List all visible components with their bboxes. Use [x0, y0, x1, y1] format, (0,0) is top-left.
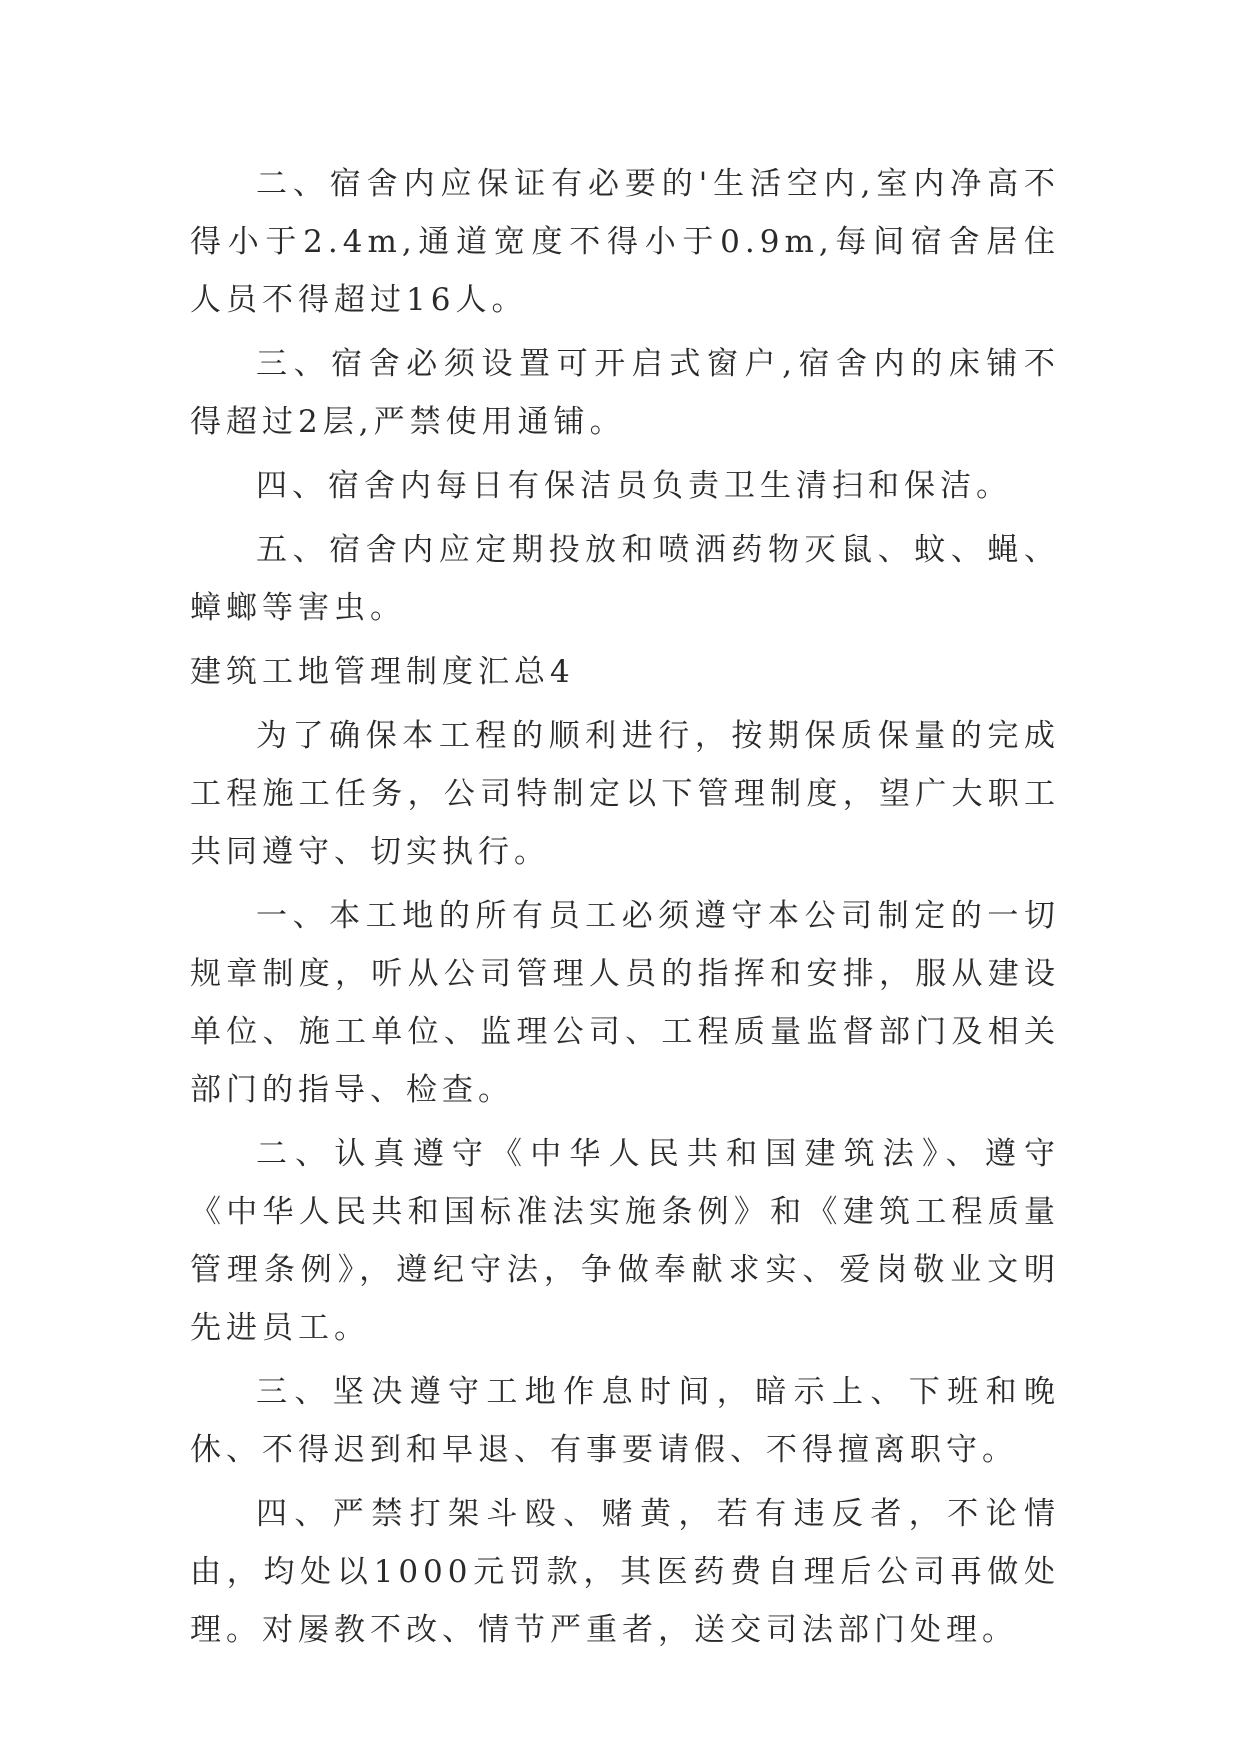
paragraph-site-rule-1: 一、本工地的所有员工必须遵守本公司制定的一切规章制度，听从公司管理人员的指挥和安排，服从建设单位、施工单位、监理公司、工程质量监督部门及相关部门的指导、检查。 [190, 898, 1060, 1108]
paragraph-dorm-rule-2: 二、宿舍内应保证有必要的'生活空内,室内净高不得小于2.4m,通道宽度不得小于0.9m,每间宿舍居住人员不得超过16人。 [190, 166, 1060, 318]
paragraph-site-rule-2: 二、认真遵守《中华人民共和国建筑法》、遵守《中华人民共和国标准法实施条例》和《建筑工程质量管理条例》，遵纪守法，争做奉献求实、爱岗敬业文明先进员工。 [190, 1136, 1060, 1346]
paragraph-dorm-rule-3: 三、宿舍必须设置可开启式窗户,宿舍内的床铺不得超过2层,严禁使用通铺。 [190, 346, 1060, 440]
paragraph-intro: 为了确保本工程的顺利进行，按期保质保量的完成工程施工任务，公司特制定以下管理制度，望广大职工共同遵守、切实执行。 [190, 718, 1060, 870]
paragraph-dorm-rule-4: 四、宿舍内每日有保洁员负责卫生清扫和保洁。 [256, 468, 1012, 504]
section-heading: 建筑工地管理制度汇总4 [190, 654, 575, 690]
paragraph-dorm-rule-5: 五、宿舍内应定期投放和喷洒药物灭鼠、蚊、蝇、蟑螂等害虫。 [190, 532, 1060, 626]
paragraph-site-rule-4: 四、严禁打架斗殴、赌黄，若有违反者，不论情由，均处以1000元罚款，其医药费自理后公司再做处理。对屡教不改、情节严重者，送交司法部门处理。 [190, 1496, 1060, 1648]
paragraph-site-rule-3: 三、坚决遵守工地作息时间，暗示上、下班和晚休、不得迟到和早退、有事要请假、不得擅离职守。 [190, 1374, 1060, 1468]
document-page [190, 155, 1060, 1665]
